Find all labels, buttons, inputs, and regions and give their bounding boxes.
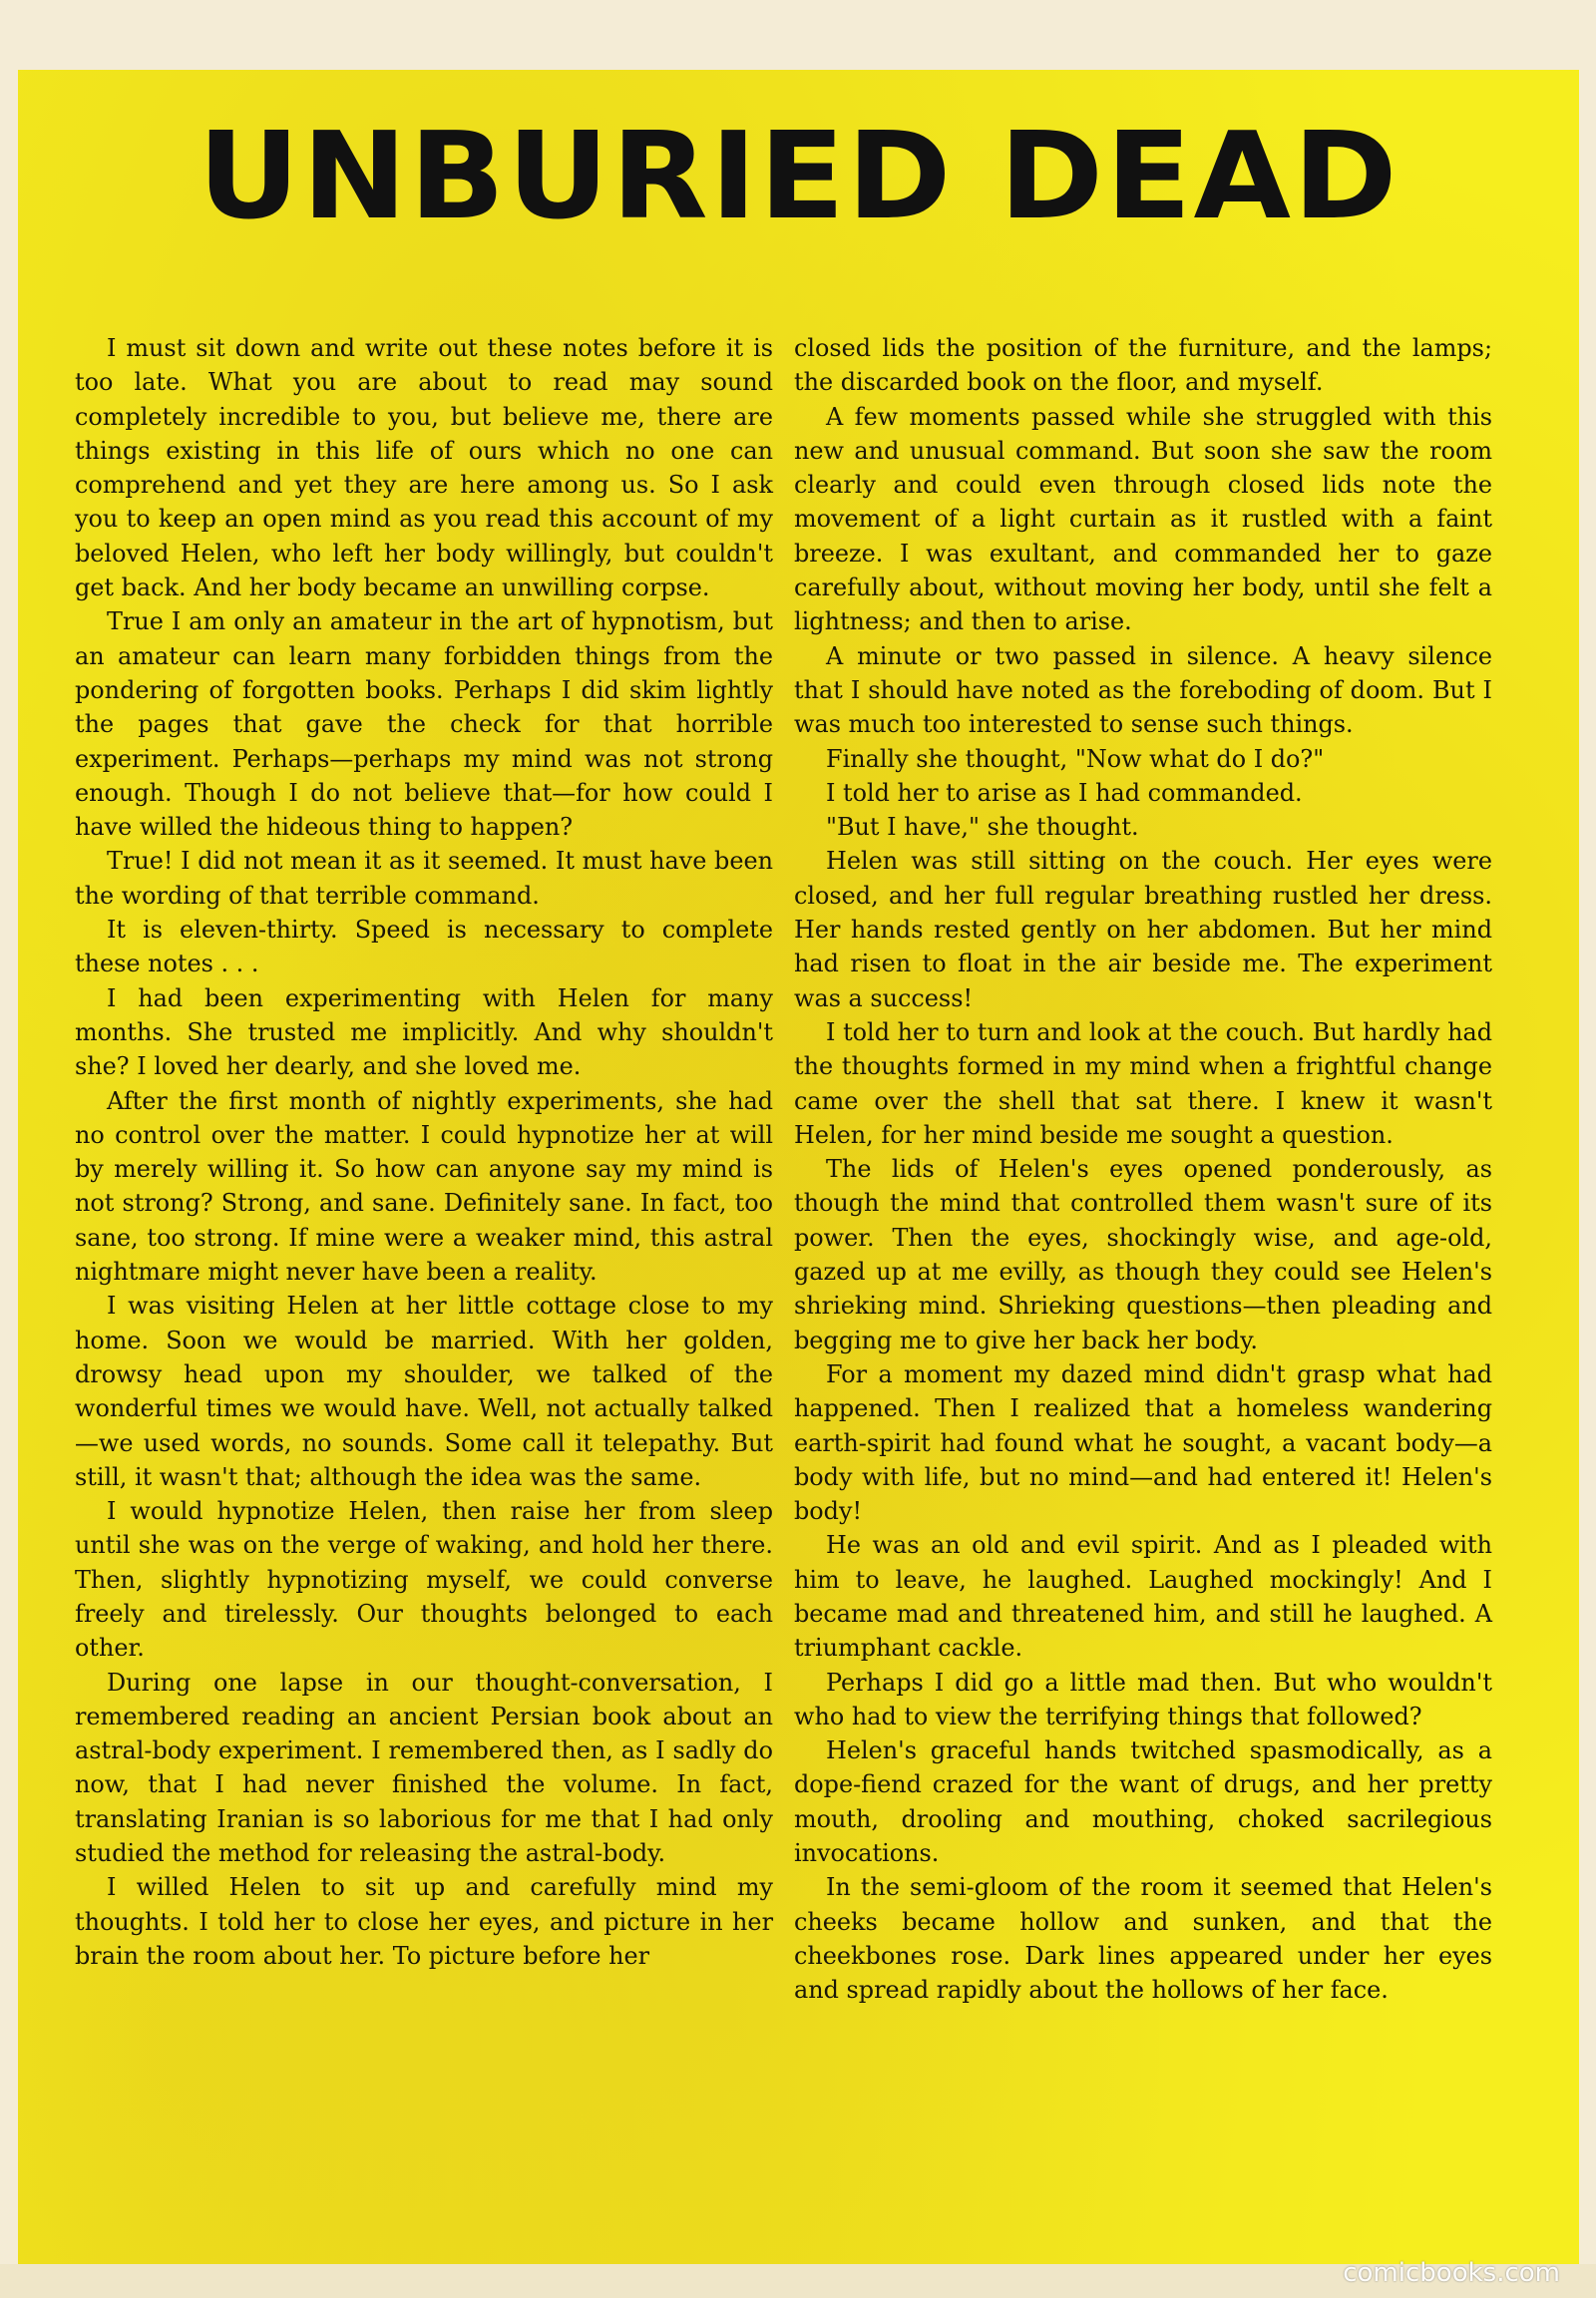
paragraph: I must sit down and write out these notes before it is too late. What you are about to read may sound completely incredible to you, but believe me, there are things existing in this life of ours which no one can comprehend and yet they are here among us. So I ask you to keep an open mind as you read this account of my beloved Helen, who left her body willingly, but couldn't get back. And her body became an unwilling corpse. — [75, 334, 773, 602]
paragraph: Helen was still sitting on the couch. Her eyes were closed, and her full regular breathing rustled her dress. Her hands rested gently on her abdomen. But her mind had risen to float in the air beside me. The experiment was a success! — [794, 847, 1492, 1012]
paragraph: I willed Helen to sit up and carefully mind my thoughts. I told her to close her eyes, and picture in her brain the room about her. To picture before her — [75, 1873, 773, 1970]
paragraph: In the semi-gloom of the room it seemed that Helen's cheeks became hollow and sunken, and that the cheekbones rose. Dark lines appeared under her eyes and spread rapidly about the hollows of her face. — [794, 1873, 1492, 2005]
story-title: UNBURIED DEAD — [198, 108, 1399, 246]
paragraph: After the first month of nightly experiments, she had no control over the matter. I could hypnotize her at will by merely willing it. So how can anyone say my mind is not strong? Strong, and sane. Definitely sane. In fact, too sane, too strong. If mine were a weaker mind, this astral nightmare might never have been a reality. — [75, 1086, 773, 1287]
paragraph: I would hypnotize Helen, then raise her from sleep until she was on the verge of waking, and hold her there. Then, slightly hypnotizing myself, we could converse freely and tirelessly. Our thoughts belonged to each other. — [75, 1497, 773, 1663]
paragraph: A few moments passed while she struggled with this new and unusual command. But soon she saw the room clearly and could even through closed lids note the movement of a light curtain as it rustled with a faint breeze. I was exultant, and commanded her to gaze carefully about, without moving her body, until she felt a lightness; and then to arise. — [794, 402, 1492, 636]
paragraph: I told her to arise as I had commanded. — [826, 778, 1303, 807]
paragraph: The lids of Helen's eyes opened ponderously, as though the mind that controlled them wasn't sure of its power. Then the eyes, shockingly wise, and age-old, gazed up at me evilly, as though they could see Helen's shrieking mind. Shrieking questions—then pleading and begging me to give her back her body. — [794, 1155, 1492, 1354]
site-watermark: comicbooks.com — [1343, 2258, 1560, 2288]
left-column — [75, 331, 773, 1973]
paragraph: True I am only an amateur in the art of hypnotism, but an amateur can learn many forbidden things from the pondering of forgotten books. Perhaps I did skim lightly the pages that gave the check for that horrible experiment. Perhaps—perhaps my mind was not strong enough. Though I do not believe that—for how could I have willed the hideous thing to happen? — [75, 607, 773, 842]
paragraph-continuation: closed lids the position of the furniture, and the lamps; the discarded book on the floor, and myself. — [794, 334, 1492, 397]
paragraph: Perhaps I did go a little mad then. But who wouldn't who had to view the terrifying things that followed? — [794, 1668, 1492, 1730]
paragraph: It is eleven-thirty. Speed is necessary to complete these notes . . . — [75, 916, 773, 978]
paragraph: I was visiting Helen at her little cottage close to my home. Soon we would be married. With her golden, drowsy head upon my shoulder, we talked of the wonderful times we would have. Well, not actually talked—we used words, no sounds. Some call it telepathy. But still, it wasn't that; although the idea was the same. — [75, 1292, 773, 1491]
paragraph: For a moment my dazed mind didn't grasp what had happened. Then I realized that a homeless wandering earth-spirit had found what he sought, a vacant body—a body with life, but no mind—and had entered it! Helen's body! — [794, 1359, 1492, 1526]
paragraph: Helen's graceful hands twitched spasmodically, as a dope-fiend crazed for the want of drugs, and her pretty mouth, drooling and mouthing, choked sacrilegious invocations. — [794, 1736, 1492, 1868]
paragraph: Finally she thought, "Now what do I do?" — [826, 744, 1325, 773]
paragraph: I had been experimenting with Helen for many months. She trusted me implicitly. And why shouldn't she? I loved her dearly, and she loved me. — [75, 983, 773, 1081]
story-page — [18, 70, 1579, 2264]
paragraph: During one lapse in our thought-conversation, I remembered reading an ancient Persian book about an astral-body experiment. I remembered then, as I sadly do now, that I had never finished the volume. In fact, translating Iranian is so laborious for me that I had only studied the method for releasing the astral-body. — [75, 1668, 773, 1868]
paragraph: He was an old and evil spirit. And as I pleaded with him to leave, he laughed. Laughed mockingly! And I became mad and threatened him, and still he laughed. A triumphant cackle. — [794, 1531, 1492, 1663]
paragraph: I told her to turn and look at the couch. But hardly had the thoughts formed in my mind when a frightful change came over the shell that sat there. I knew it wasn't Helen, for her mind beside me sought a question. — [794, 1017, 1492, 1149]
paragraph: "But I have," she thought. — [826, 813, 1139, 842]
right-column — [794, 331, 1492, 2008]
paragraph: A minute or two passed in silence. A heavy silence that I should have noted as the foreboding of doom. But I was much too interested to sense such things. — [794, 641, 1492, 739]
paragraph: True! I did not mean it as it seemed. It must have been the wording of that terrible command. — [75, 847, 773, 910]
